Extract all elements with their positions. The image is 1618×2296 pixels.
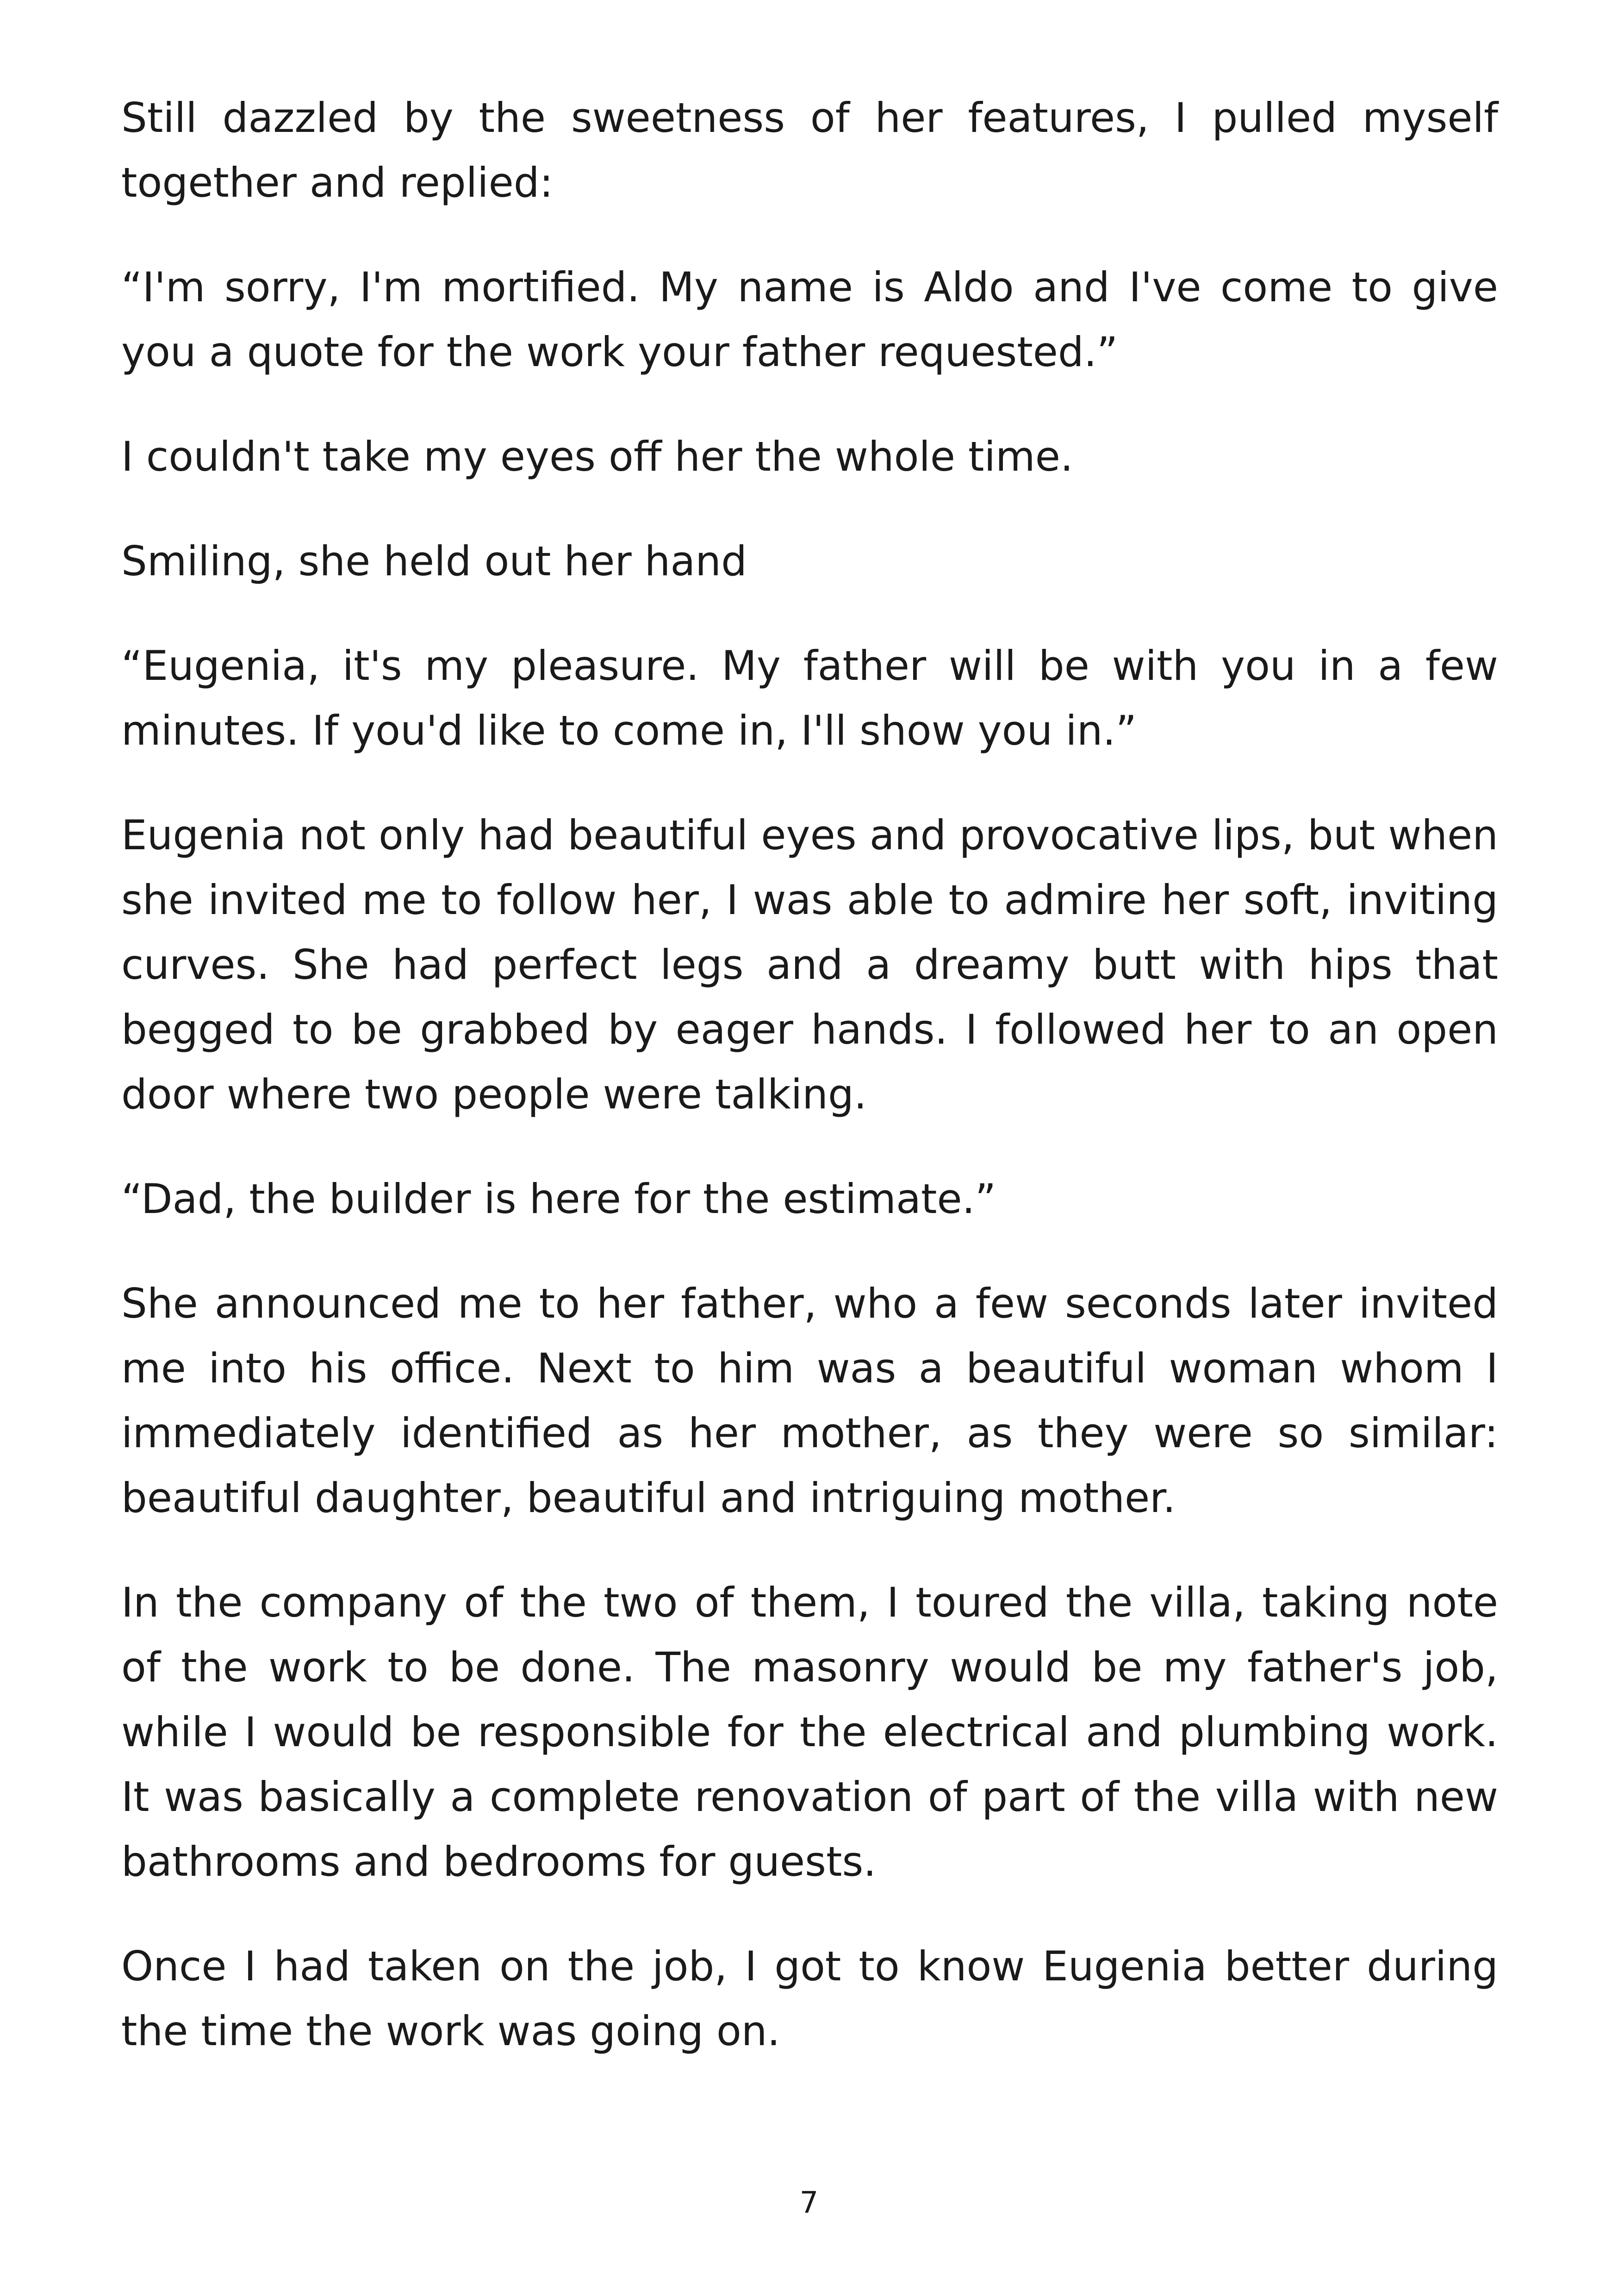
paragraph: Once I had taken on the job, I got to know Eugenia better during the time the work was going on. bbox=[121, 1942, 1498, 2055]
paragraph: “Eugenia, it's my pleasure. My father will be with you in a few minutes. If you'd like to come in, I'll show you in.” bbox=[121, 642, 1498, 754]
paragraph: Smiling, she held out her hand bbox=[121, 537, 747, 585]
paragraph: “Dad, the builder is here for the estimate.” bbox=[121, 1175, 996, 1223]
paragraph: “I'm sorry, I'm mortified. My name is Aldo and I've come to give you a quote for the work your father requested.” bbox=[121, 263, 1498, 376]
paragraph: Still dazzled by the sweetness of her features, I pulled myself together and replied: bbox=[121, 94, 1498, 206]
page-body-text bbox=[121, 86, 1498, 2103]
paragraph: Eugenia not only had beautiful eyes and provocative lips, but when she invited me to follow her, I was able to admire her soft, inviting curves. She had perfect legs and a dreamy butt with hips that begged to be grabbed by eager hands. I followed her to an open door where two people were talking. bbox=[121, 811, 1498, 1118]
paragraph: She announced me to her father, who a few seconds later invited me into his office. Next to him was a beautiful woman whom I immediately identified as her mother, as they were so similar: beautiful daughter, beautiful and intriguing mother. bbox=[121, 1280, 1498, 1522]
paragraph: In the company of the two of them, I toured the villa, taking note of the work to be done. The masonry would be my father's job, while I would be responsible for the electrical and plumbing work. It was basically a complete renovation of part of the villa with new bathrooms and bedrooms for guests. bbox=[121, 1579, 1498, 1885]
page-number: 7 bbox=[799, 2186, 819, 2220]
paragraph: I couldn't take my eyes off her the whole time. bbox=[121, 433, 1073, 480]
